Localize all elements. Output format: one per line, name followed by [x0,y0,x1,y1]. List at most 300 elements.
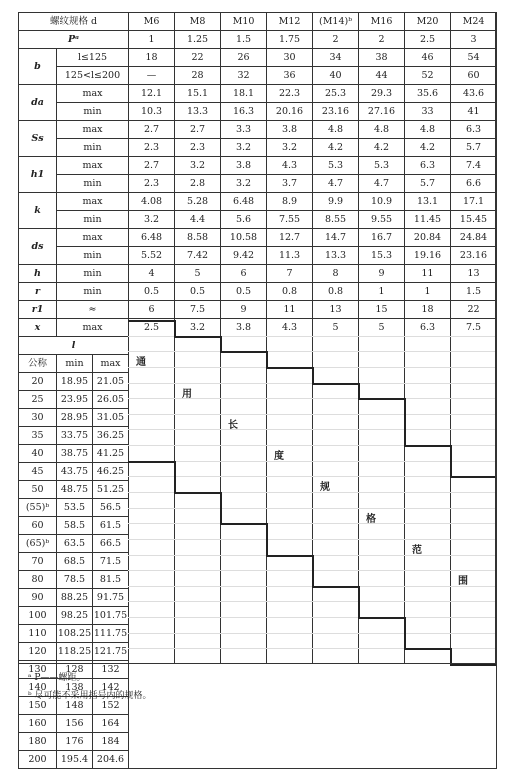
param-qualifier: min [57,103,129,121]
value-cell: 7.5 [175,301,221,319]
value-cell: 7.5 [451,319,497,337]
value-cell: 1 [129,31,175,49]
table-row [19,175,497,193]
value-cell: 0.5 [129,283,175,301]
length-cell: 111.75 [93,625,129,643]
value-cell: 13 [451,265,497,283]
value-cell: 5.3 [313,157,359,175]
length-cell: 108.25 [57,625,93,643]
value-cell: 4.7 [359,175,405,193]
value-cell: 13.3 [175,103,221,121]
length-cell: 71.5 [93,553,129,571]
param-qualifier: max [57,121,129,139]
range-end-step [450,664,496,666]
value-cell: 9 [359,265,405,283]
range-start-step [220,351,266,353]
value-cell: 9 [221,301,267,319]
value-cell: 6.3 [451,121,497,139]
value-cell: 10.3 [129,103,175,121]
value-cell: 15.45 [451,211,497,229]
range-end-step [266,555,312,557]
length-cell: 150 [19,697,57,715]
value-cell: 4.2 [313,139,359,157]
value-cell: 24.84 [451,229,497,247]
length-cell: 18.95 [57,373,93,391]
value-cell: 8.55 [313,211,359,229]
grid-row-line [128,461,496,462]
param-qualifier: max [57,229,129,247]
length-cell: 38.75 [57,445,93,463]
length-cell: 98.25 [57,607,93,625]
length-cell: 46.25 [93,463,129,481]
length-cell: 100 [19,607,57,625]
value-cell: 32 [221,67,267,85]
param-symbol: da [19,85,57,121]
value-cell: 23.16 [451,247,497,265]
length-cell: 31.05 [93,409,129,427]
table-row [19,67,497,85]
value-cell: 9.55 [359,211,405,229]
param-symbol: b [19,49,57,85]
range-start-step [266,367,312,369]
length-cell: 195.4 [57,751,93,769]
length-cell: 180 [19,733,57,751]
param-qualifier: max [57,319,129,337]
length-cell: 33.75 [57,427,93,445]
value-cell: 27.16 [359,103,405,121]
length-cell: 142 [93,679,129,697]
size-header: M8 [175,13,221,31]
value-cell: 40 [313,67,359,85]
value-cell: 3.2 [175,157,221,175]
length-cell: 21.05 [93,373,129,391]
value-cell: 22 [175,49,221,67]
grid-row-line [128,601,496,602]
range-step-riser [358,383,360,399]
param-qualifier: min [57,265,129,283]
length-cell: 20 [19,373,57,391]
range-step-riser [450,648,452,664]
length-cell: 56.5 [93,499,129,517]
value-cell: 3.8 [221,157,267,175]
value-cell: 38 [359,49,405,67]
length-cell: 128 [57,661,93,679]
value-cell: 28 [175,67,221,85]
param-symbol: ds [19,229,57,265]
table-row [19,121,497,139]
value-cell: 3.2 [221,139,267,157]
length-cell: 70 [19,553,57,571]
table-row [19,301,497,319]
value-cell: 33 [405,103,451,121]
range-start-step [128,320,174,322]
value-cell: 22 [451,301,497,319]
value-cell: 35.6 [405,85,451,103]
param-symbol: Pᵃ [19,31,129,49]
length-cell: 63.5 [57,535,93,553]
length-cell: 121.75 [93,643,129,661]
value-cell: 2.3 [129,175,175,193]
value-cell: 3 [451,31,497,49]
length-cell: 148 [57,697,93,715]
value-cell: 6.6 [451,175,497,193]
value-cell: 1 [359,283,405,301]
table-row [19,139,497,157]
value-cell: 2.3 [175,139,221,157]
footnote-b: ᵇ 尽可能不采用括号内的规格。 [28,691,152,701]
value-cell: 12.7 [267,229,313,247]
length-cell: 160 [19,715,57,733]
param-symbol: x [19,319,57,337]
value-cell: 34 [313,49,359,67]
length-cell: 50 [19,481,57,499]
value-cell: 2.7 [175,121,221,139]
range-step-riser [404,617,406,648]
grid-row-line [128,523,496,524]
length-cell: 26.05 [93,391,129,409]
value-cell: 4.3 [267,319,313,337]
value-cell: 23.16 [313,103,359,121]
range-start-step [312,383,358,385]
value-cell: 8.58 [175,229,221,247]
spec-title: 螺纹规格 d [19,13,129,31]
range-step-riser [174,320,176,336]
value-cell: 5.7 [451,139,497,157]
size-header: M10 [221,13,267,31]
param-qualifier: min [57,175,129,193]
range-end-step [404,648,450,650]
value-cell: 4.4 [175,211,221,229]
value-cell: 6.3 [405,157,451,175]
range-word: 长 [228,419,238,431]
value-cell: 9.42 [221,247,267,265]
value-cell: 11 [267,301,313,319]
param-symbol: h [19,265,57,283]
table-row [19,283,497,301]
value-cell: 7.55 [267,211,313,229]
value-cell: 54 [451,49,497,67]
max-header: max [93,355,129,373]
table-row [19,85,497,103]
value-cell: 1.5 [221,31,267,49]
range-word: 格 [366,513,376,525]
value-cell: 18.1 [221,85,267,103]
size-header: M6 [129,13,175,31]
value-cell: 3.2 [267,139,313,157]
header-row [19,13,497,31]
range-end-step [128,461,174,463]
range-word: 通 [136,357,146,369]
value-cell: 41 [451,103,497,121]
length-cell: 90 [19,589,57,607]
value-cell: 29.3 [359,85,405,103]
value-cell: 4.2 [359,139,405,157]
length-cell: 68.5 [57,553,93,571]
grid-row-line [128,414,496,415]
length-cell: 78.5 [57,571,93,589]
grid-row-line [128,617,496,618]
param-qualifier: min [57,211,129,229]
value-cell: 52 [405,67,451,85]
value-cell: 7 [267,265,313,283]
length-cell: 25 [19,391,57,409]
length-cell: 23.95 [57,391,93,409]
length-cell: 101.75 [93,607,129,625]
value-cell: 2.5 [129,319,175,337]
value-cell: 11 [405,265,451,283]
value-cell: 2.7 [129,157,175,175]
value-cell: 2 [359,31,405,49]
value-cell: 5.7 [405,175,451,193]
range-step-riser [312,367,314,383]
range-word: 度 [274,451,284,463]
length-cell: 28.95 [57,409,93,427]
size-header: M24 [451,13,497,31]
length-cell: 41.25 [93,445,129,463]
value-cell: 1 [405,283,451,301]
param-qualifier: l≤125 [57,49,129,67]
grid-row-line [128,476,496,477]
length-symbol: l [19,337,129,355]
value-cell: 15 [359,301,405,319]
param-qualifier: min [57,247,129,265]
range-start-step [174,336,220,338]
range-step-riser [174,461,176,492]
value-cell: 10.58 [221,229,267,247]
value-cell: 2 [313,31,359,49]
value-cell: 25.3 [313,85,359,103]
size-header: M16 [359,13,405,31]
table-row [19,49,497,67]
footnote-a: ᵃ P——螺距。 [28,673,86,683]
value-cell: 13.3 [313,247,359,265]
table-row [19,103,497,121]
range-step-riser [450,445,452,476]
grid-row-line [128,508,496,509]
range-step-riser [358,586,360,617]
value-cell: 5.3 [359,157,405,175]
value-cell: 46 [405,49,451,67]
value-cell: 4.8 [405,121,451,139]
value-cell: 18 [405,301,451,319]
length-cell: 48.75 [57,481,93,499]
length-cell: 140 [19,679,57,697]
length-cell: 184 [93,733,129,751]
table-row [19,247,497,265]
value-cell: 44 [359,67,405,85]
param-qualifier: max [57,157,129,175]
value-cell: 12.1 [129,85,175,103]
value-cell: 13 [313,301,359,319]
table-row [19,31,497,49]
value-cell: 5 [175,265,221,283]
param-symbol: h1 [19,157,57,193]
table-row [19,157,497,175]
value-cell: 10.9 [359,193,405,211]
value-cell: 13.1 [405,193,451,211]
size-header: M20 [405,13,451,31]
range-step-riser [404,398,406,445]
length-cell: 66.5 [93,535,129,553]
length-cell: 60 [19,517,57,535]
length-cell: 152 [93,697,129,715]
size-header: (M14)ᵇ [313,13,359,31]
value-cell: 16.3 [221,103,267,121]
value-cell: 8 [313,265,359,283]
value-cell: 11.3 [267,247,313,265]
length-cell: 130 [19,661,57,679]
length-cell: 138 [57,679,93,697]
value-cell: 2.3 [129,139,175,157]
value-cell: 3.2 [175,319,221,337]
range-word: 用 [182,388,192,400]
length-cell: 156 [57,715,93,733]
length-cell: (55)ᵇ [19,499,57,517]
value-cell: 22.3 [267,85,313,103]
value-cell: 3.3 [221,121,267,139]
range-end-step [358,617,404,619]
value-cell: 15.1 [175,85,221,103]
value-cell: 60 [451,67,497,85]
value-cell: 18 [129,49,175,67]
value-cell: 2.5 [405,31,451,49]
value-cell: 0.5 [221,283,267,301]
length-cell: 204.6 [93,751,129,769]
length-cell: 200 [19,751,57,769]
range-word: 规 [320,482,330,494]
range-word: 范 [412,544,422,556]
value-cell: 20.16 [267,103,313,121]
length-cell: 132 [93,661,129,679]
table-row [19,265,497,283]
value-cell: 6.3 [405,319,451,337]
value-cell: 5 [313,319,359,337]
length-cell: 176 [57,733,93,751]
value-cell: 2.7 [129,121,175,139]
value-cell: 5 [359,319,405,337]
length-cell: 81.5 [93,571,129,589]
value-cell: — [129,67,175,85]
value-cell: 4.3 [267,157,313,175]
value-cell: 43.6 [451,85,497,103]
value-cell: 7.42 [175,247,221,265]
range-step-riser [312,555,314,586]
length-cell: 110 [19,625,57,643]
length-cell: 36.25 [93,427,129,445]
table-row [19,229,497,247]
value-cell: 20.84 [405,229,451,247]
value-cell: 6 [129,301,175,319]
length-range-grid [128,320,496,664]
value-cell: 14.7 [313,229,359,247]
length-cell: 53.5 [57,499,93,517]
range-start-step [450,476,496,478]
grid-row-line [128,351,496,352]
length-cell: 40 [19,445,57,463]
length-cell: (65)ᵇ [19,535,57,553]
value-cell: 6 [221,265,267,283]
param-qualifier: min [57,283,129,301]
value-cell: 4 [129,265,175,283]
value-cell: 4.8 [359,121,405,139]
range-end-step [312,586,358,588]
min-header: min [57,355,93,373]
param-symbol: Ss [19,121,57,157]
value-cell: 17.1 [451,193,497,211]
value-cell: 4.2 [405,139,451,157]
value-cell: 3.7 [267,175,313,193]
value-cell: 19.16 [405,247,451,265]
value-cell: 0.5 [175,283,221,301]
range-step-riser [220,336,222,352]
range-start-step [404,445,450,447]
nominal-header: 公称 [19,355,57,373]
value-cell: 36 [267,67,313,85]
value-cell: 1.75 [267,31,313,49]
value-cell: 11.45 [405,211,451,229]
param-symbol: k [19,193,57,229]
range-word: 围 [458,576,468,588]
value-cell: 15.3 [359,247,405,265]
length-cell: 118.25 [57,643,93,661]
length-cell: 120 [19,643,57,661]
length-cell: 35 [19,427,57,445]
grid-row-line [128,539,496,540]
param-qualifier: max [57,193,129,211]
range-end-step [174,492,220,494]
length-cell: 43.75 [57,463,93,481]
length-cell: 88.25 [57,589,93,607]
value-cell: 7.4 [451,157,497,175]
param-symbol: r [19,283,57,301]
range-step-riser [220,492,222,523]
length-cell: 45 [19,463,57,481]
grid-row-line [128,633,496,634]
value-cell: 0.8 [267,283,313,301]
value-cell: 5.52 [129,247,175,265]
value-cell: 3.2 [129,211,175,229]
value-cell: 4.8 [313,121,359,139]
value-cell: 1.25 [175,31,221,49]
length-cell: 164 [93,715,129,733]
value-cell: 1.5 [451,283,497,301]
value-cell: 3.8 [267,121,313,139]
value-cell: 3.2 [221,175,267,193]
length-cell: 80 [19,571,57,589]
length-cell: 58.5 [57,517,93,535]
length-cell: 51.25 [93,481,129,499]
length-cell: 30 [19,409,57,427]
grid-row-line [128,429,496,430]
param-qualifier: min [57,139,129,157]
value-cell: 5.28 [175,193,221,211]
value-cell: 3.8 [221,319,267,337]
value-cell: 4.7 [313,175,359,193]
value-cell: 9.9 [313,193,359,211]
value-cell: 16.7 [359,229,405,247]
range-end-step [220,523,266,525]
value-cell: 6.48 [221,193,267,211]
size-header: M12 [267,13,313,31]
param-qualifier: max [57,85,129,103]
value-cell: 2.8 [175,175,221,193]
length-cell: 91.75 [93,589,129,607]
range-step-riser [266,351,268,367]
value-cell: 5.6 [221,211,267,229]
value-cell: 6.48 [129,229,175,247]
param-symbol: r1 [19,301,57,319]
range-start-step [358,398,404,400]
